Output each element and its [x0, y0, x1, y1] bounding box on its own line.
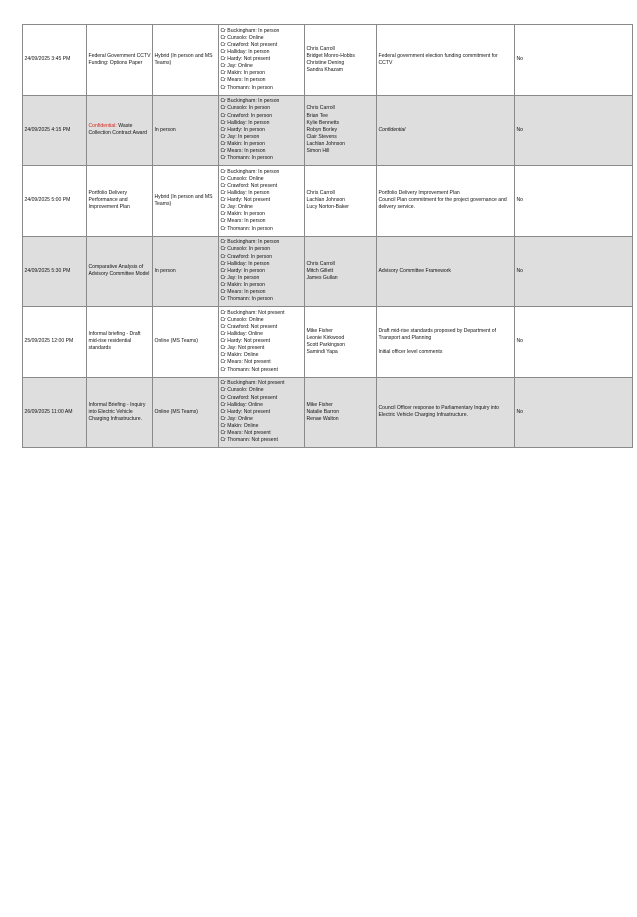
meeting-subject	[87, 95, 153, 166]
matters-discussed: Confidential	[377, 95, 515, 166]
meeting-mode: Hybrid (In person and MS Teams)	[153, 166, 219, 237]
confidential-label: Confidential:	[88, 123, 117, 130]
conflict-of-interest: No	[515, 25, 633, 96]
officers-present: Chris Carroll Brian Tee Kylie Bennetts Robyn Borley Clair Stevens Lachlan Johnson Simon Hill	[305, 95, 377, 166]
matters-discussed: Advisory Committee Framework	[377, 236, 515, 307]
meeting-date: 24/09/2025 5:30 PM	[23, 236, 87, 307]
table-row	[23, 377, 633, 448]
meeting-mode: In person	[153, 95, 219, 166]
councillor-attendance: Cr Buckingham: In person Cr Cunsolo: In person Cr Crawford: In person Cr Halliday: In person Cr Hardy: In person Cr Jay: In person Cr Makin: In person Cr Mears: In person Cr Thomann: In person	[219, 236, 305, 307]
councillor-attendance: Cr Buckingham: In person Cr Cunsolo: In person Cr Crawford: In person Cr Halliday: In person Cr Hardy: In person Cr Jay: In person Cr Makin: In person Cr Mears: In person Cr Thomann: In person	[219, 95, 305, 166]
meeting-subject: Informal Briefing - Inquiry into Electric Vehicle Charging Infrastructure.	[87, 377, 153, 448]
table-row	[23, 25, 633, 96]
table-row	[23, 95, 633, 166]
meeting-date: 26/09/2025 11:00 AM	[23, 377, 87, 448]
councillor-attendance: Cr Buckingham: In person Cr Cunsolo: Online Cr Crawford: Not present Cr Halliday: In person Cr Hardy: Not present Cr Jay: Online Cr Makin: In person Cr Mears: In person Cr Thomann: In person	[219, 166, 305, 237]
meeting-mode: Hybrid (In person and MS Teams)	[153, 25, 219, 96]
matters-discussed: Draft mid-rise standards proposed by Department of Transport and Planning Initial officer level comments	[377, 307, 515, 378]
meeting-subject: Federal Government CCTV Funding: Options Paper	[87, 25, 153, 96]
councillor-attendance: Cr Buckingham: Not present Cr Cunsolo: Online Cr Crawford: Not present Cr Halliday: Online Cr Hardy: Not present Cr Jay: Not present Cr Makin: Online Cr Mears: Not present Cr Thomann: Not present	[219, 307, 305, 378]
conflict-of-interest: No	[515, 307, 633, 378]
officers-present: Chris Carroll Lachlan Johnson Lucy Norton-Baker	[305, 166, 377, 237]
meeting-date: 24/09/2025 3:45 PM	[23, 25, 87, 96]
meeting-subject: Comparative Analysis of Advisory Committee Model	[87, 236, 153, 307]
meeting-mode: Online (MS Teams)	[153, 307, 219, 378]
councillor-attendance: Cr Buckingham: In person Cr Cunsolo: Online Cr Crawford: Not present Cr Halliday: In person Cr Hardy: Not present Cr Jay: Online Cr Makin: In person Cr Mears: In person Cr Thomann: In person	[219, 25, 305, 96]
meeting-date: 25/09/2025 12:00 PM	[23, 307, 87, 378]
meeting-mode: In person	[153, 236, 219, 307]
matters-discussed: Federal government election funding commitment for CCTV	[377, 25, 515, 96]
table-row	[23, 166, 633, 237]
officers-present: Mike Fisher Leonie Kirkwood Scott Parkingson Samindi Yapa	[305, 307, 377, 378]
conflict-of-interest: No	[515, 236, 633, 307]
table-row	[23, 307, 633, 378]
officers-present: Mike Fisher Natalie Barron Renae Walton	[305, 377, 377, 448]
matters-discussed: Council Officer response to Parliamentary Inquiry into Electric Vehicle Charging Infrastructure.	[377, 377, 515, 448]
meeting-mode: Online (MS Teams)	[153, 377, 219, 448]
matters-discussed: Portfolio Delivery Improvement Plan Council Plan commitment for the project governance and delivery service.	[377, 166, 515, 237]
officers-present: Chris Carroll Bridget Monro-Hobbs Christine Dening Sandra Khazam	[305, 25, 377, 96]
meeting-subject: Informal briefing - Draft mid-rise residential standards	[87, 307, 153, 378]
councillor-attendance: Cr Buckingham: Not present Cr Cunsolo: Online Cr Crawford: Not present Cr Halliday: Online Cr Hardy: Not present Cr Jay: Online Cr Makin: Online Cr Mears: Not present Cr Thomann: Not present	[219, 377, 305, 448]
meetings-table	[22, 24, 633, 448]
conflict-of-interest: No	[515, 377, 633, 448]
conflict-of-interest: No	[515, 95, 633, 166]
meeting-date: 24/09/2025 5:00 PM	[23, 166, 87, 237]
meeting-date: 24/09/2025 4:15 PM	[23, 95, 87, 166]
officers-present: Chris Carroll Mitch Gillett James Gullan	[305, 236, 377, 307]
meeting-subject-text: Waste Collection Contract Award	[88, 123, 148, 137]
table-row	[23, 236, 633, 307]
meeting-subject: Portfolio Delivery Performance and Improvement Plan	[87, 166, 153, 237]
conflict-of-interest: No	[515, 166, 633, 237]
